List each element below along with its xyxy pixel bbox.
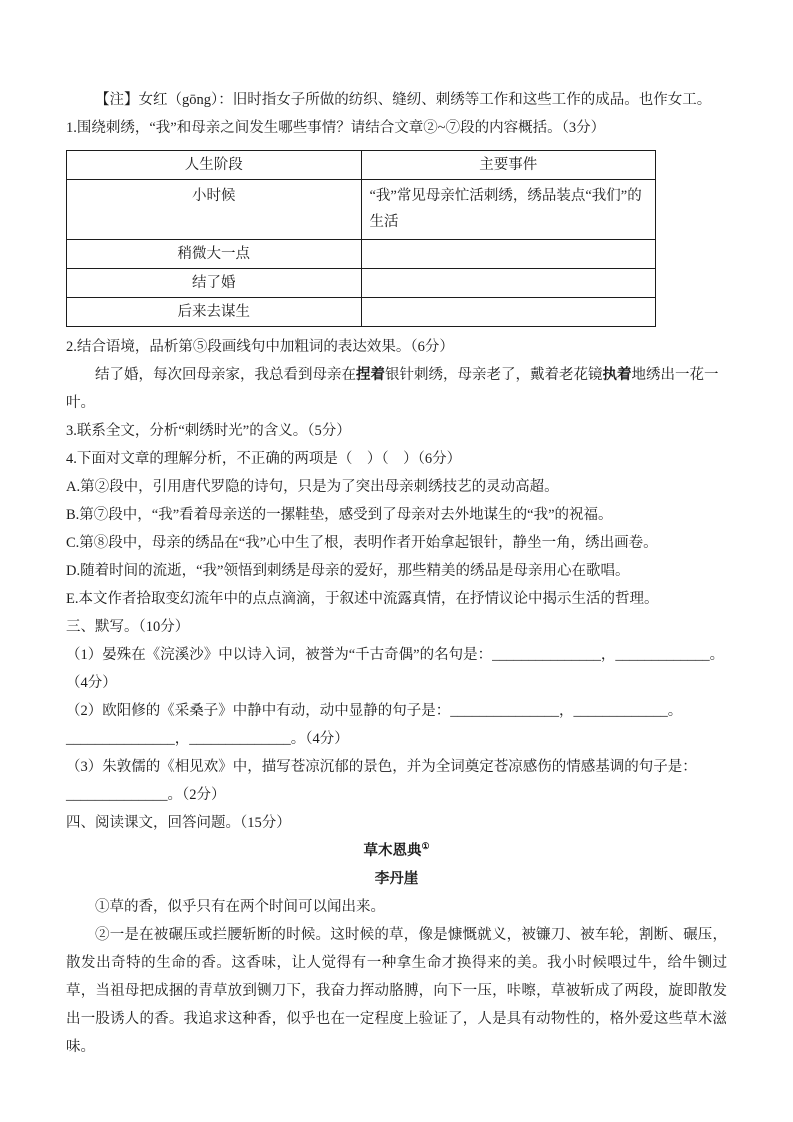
quote-text: 地绣出一花一叶。	[66, 367, 719, 411]
table-row	[67, 269, 656, 298]
option-b: B.第⑦段中，“我”看着母亲送的一摞鞋垫，感受到了母亲对去外地谋生的“我”的祝福。	[66, 507, 613, 523]
question-4: 4.下面对文章的理解分析，不正确的两项是（ ）（ ）（6分）	[66, 451, 462, 467]
event-cell: “我”常见母亲忙活刺绣，绣品装点“我们”的生活	[361, 180, 656, 240]
table-row	[67, 298, 656, 327]
section-3-heading: 三、默写。（10分）	[66, 619, 190, 635]
option-d: D.随着时间的流逝，“我”领悟到刺绣是母亲的爱好，那些精美的绣品是母亲用心在歌唱。	[66, 563, 630, 579]
table-row	[67, 240, 656, 269]
column-header-stage: 人生阶段	[67, 151, 362, 180]
stage-cell: 稍微大一点	[67, 240, 362, 269]
essay-title-text: 草木恩典	[363, 843, 422, 859]
section-4-heading: 四、阅读课文，回答问题。（15分）	[66, 815, 291, 831]
stage-event-table	[66, 150, 656, 327]
option-a: A.第②段中，引用唐代罗隐的诗句，只是为了突出母亲刺绣技艺的灵动高超。	[66, 479, 559, 495]
essay-paragraph-1: ①草的香，似乎只有在两个时间可以闻出来。	[95, 899, 385, 915]
question-2: 2.结合语境，品析第⑤段画线句中加粗词的表达效果。（6分）	[66, 339, 454, 355]
dictation-item-2: （2）欧阳修的《采桑子》中静中有动，动中显静的句子是：_______________，_____________。	[66, 703, 683, 719]
question-1: 1.围绕刺绣，“我”和母亲之间发生哪些事情？请结合文章②~⑦段的内容概括。（3分）	[66, 120, 606, 136]
question-2-quote	[66, 361, 727, 417]
question-3: 3.联系全文，分析“刺绣时光”的含义。（5分）	[66, 423, 351, 439]
quote-text: 结了婚，每次回母亲家，我总看到母亲在	[95, 367, 356, 383]
stage-cell: 后来去谋生	[67, 298, 362, 327]
dictation-item-2-cont: _______________，______________。（4分）	[66, 731, 349, 747]
essay-author: 李丹崖	[374, 871, 419, 887]
essay-paragraph-2: ②一是在被碾压或拦腰斩断的时候。这时候的草，像是慷慨就义，被镰刀、被车轮，割断、碾压，散发出奇特的生命的香。这香味，让人觉得有一种拿生命才换得来的美。我小时候喂过牛，给牛铡过草，当祖母把成捆的青草放到铡刀下，我奋力挥动胳膊，向下一压，咔嚓，草被斩成了两段，旋即散发出一股诱人的香。我追求这种香，似乎也在一定程度上验证了，人是具有动物性的，格外爱这些草木滋味。	[66, 927, 727, 1055]
table-header-row	[67, 151, 656, 180]
table-row	[67, 180, 656, 240]
dictation-item-1: （1）晏殊在《浣溪沙》中以诗入词，被誉为“千古奇偶”的名句是：_______________，_____________。	[66, 647, 725, 663]
stage-cell: 小时候	[67, 180, 362, 240]
note-line: 【注】女红（gōng）：旧时指女子所做的纺织、缝纫、刺绣等工作和这些工作的成品。也作女工。	[95, 92, 712, 108]
event-cell	[361, 298, 656, 327]
essay-title	[66, 837, 727, 865]
option-e: E.本文作者拾取变幻流年中的点点滴滴，于叙述中流露真情，在抒情议论中揭示生活的哲理。	[66, 591, 659, 607]
essay-title-footnote-mark: ①	[421, 841, 430, 852]
dictation-item-3-cont: ______________。（2分）	[66, 787, 226, 803]
option-c: C.第⑧段中，母亲的绣品在“我”心中生了根，表明作者开始拿起银针，静坐一角，绣出画卷。	[66, 535, 658, 551]
quote-text: 银针刺绣，母亲老了，戴着老花镜	[385, 367, 603, 383]
dictation-item-3: （3）朱敦儒的《相见欢》中，描写苍凉沉郁的景色，并为全词奠定苍凉感伤的情感基调的句子是：	[66, 759, 697, 775]
dictation-item-1-points: （4分）	[66, 675, 117, 691]
column-header-event: 主要事件	[361, 151, 656, 180]
bold-word-1: 捏着	[356, 367, 385, 383]
event-cell	[361, 269, 656, 298]
event-cell	[361, 240, 656, 269]
stage-cell: 结了婚	[67, 269, 362, 298]
bold-word-2: 执着	[602, 367, 632, 383]
